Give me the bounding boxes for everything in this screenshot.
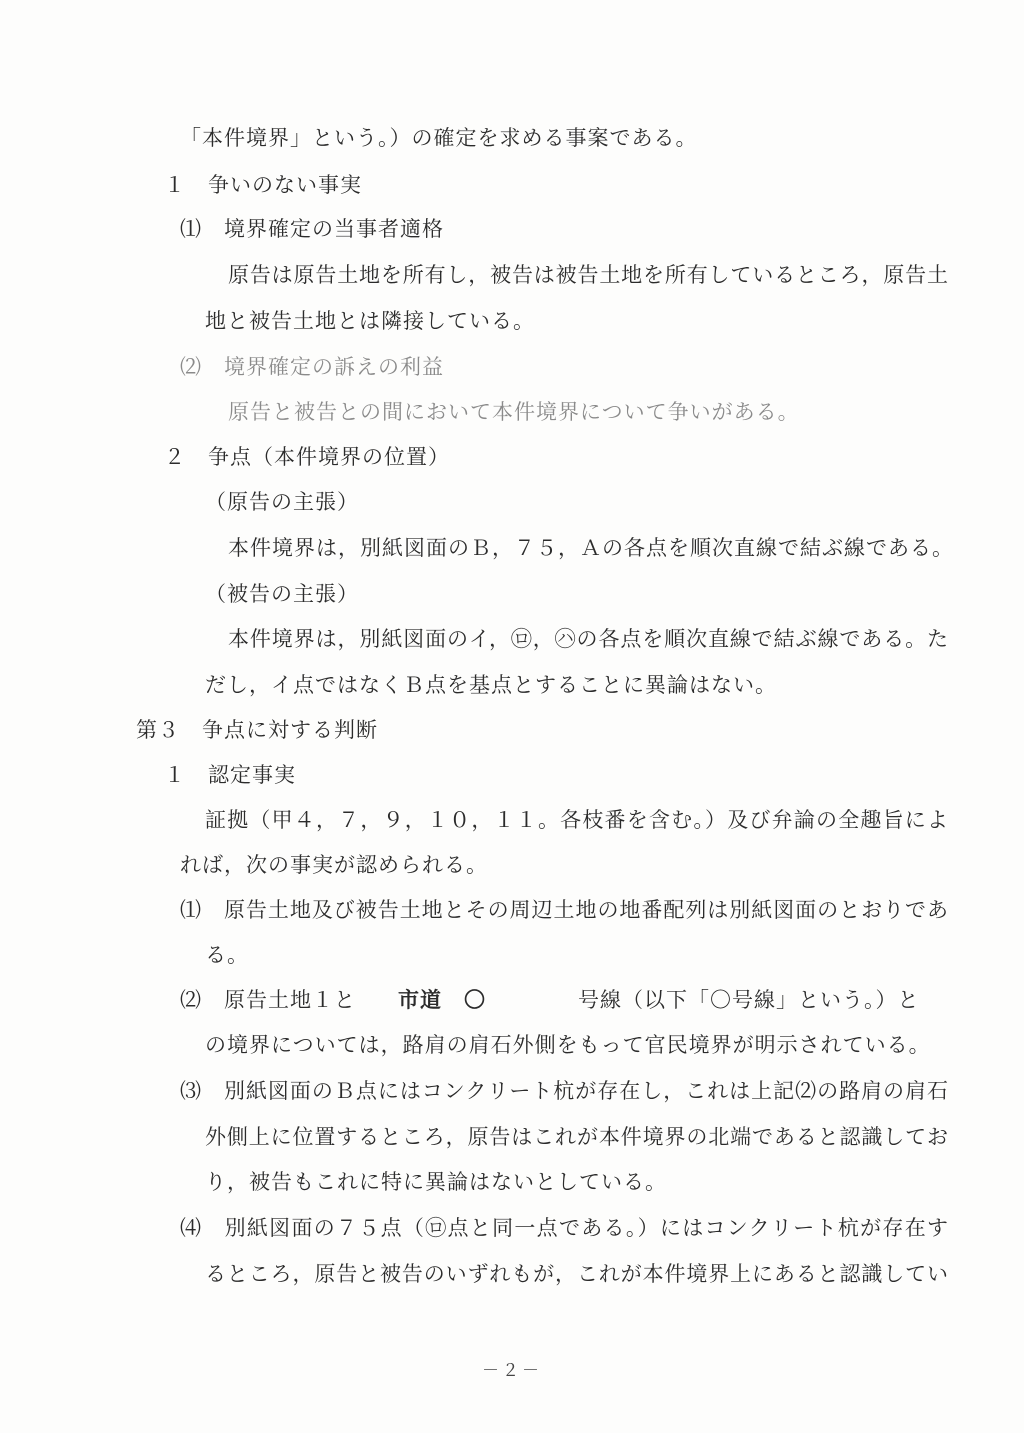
text-line: 地と被告土地とは隣接している。 bbox=[205, 309, 535, 333]
text-line: 原告と被告との間において本件境界について争いがある。 bbox=[228, 400, 800, 424]
text-line: 本件境界は，別紙図面のイ，㋺，㋩の各点を順次直線で結ぶ線である。た bbox=[228, 627, 948, 651]
page-number: －２－ bbox=[482, 1361, 542, 1381]
text-line: 「本件境界」という。）の確定を求める事案である。 bbox=[180, 126, 698, 150]
chapter-heading: 第３ 争点に対する判断 bbox=[136, 718, 378, 742]
text-line: るところ，原告と被告のいずれもが，これが本件境界上にあると認識してい bbox=[205, 1262, 948, 1286]
text-line: だし，イ点ではなくＢ点を基点とすることに異論はない。 bbox=[205, 673, 777, 697]
section-heading: ２ 争点（本件境界の位置） bbox=[164, 445, 450, 469]
claim-heading: （被告の主張） bbox=[205, 582, 359, 606]
text-line: れば，次の事実が認められる。 bbox=[180, 853, 488, 877]
text-line: 本件境界は，別紙図面のＢ，７５，Ａの各点を順次直線で結ぶ線である。 bbox=[228, 536, 954, 560]
text-line: の境界については，路肩の肩石外側をもって官民境界が明示されている。 bbox=[205, 1033, 931, 1057]
claim-heading: （原告の主張） bbox=[205, 490, 359, 514]
text-line: ⑴ 原告土地及び被告土地とその周辺土地の地番配列は別紙図面のとおりであ bbox=[180, 898, 948, 922]
text-line: ⑵ 原告土地１と bbox=[180, 988, 356, 1012]
text-line: り，被告もこれに特に異論はないとしている。 bbox=[205, 1170, 667, 1194]
text-line: 号線（以下「〇号線」という。）と bbox=[578, 988, 920, 1012]
text-line: 原告は原告土地を所有し，被告は被告土地を所有しているところ，原告土 bbox=[228, 263, 948, 287]
subsection-heading: ⑵ 境界確定の訴えの利益 bbox=[180, 355, 444, 379]
text-line: る。 bbox=[205, 943, 249, 967]
section-heading: １ 争いのない事実 bbox=[164, 173, 362, 197]
text-line: ⑶ 別紙図面のＢ点にはコンクリート杭が存在し，これは上記⑵の路肩の肩石 bbox=[180, 1079, 948, 1103]
section-heading: １ 認定事実 bbox=[164, 763, 296, 787]
text-line: 証拠（甲４，７，９，１０，１１。各枝番を含む。）及び弁論の全趣旨によ bbox=[205, 808, 948, 832]
text-line: 外側上に位置するところ，原告はこれが本件境界の北端であると認識してお bbox=[205, 1125, 948, 1149]
text-line: ⑷ 別紙図面の７５点（㋺点と同一点である。）にはコンクリート杭が存在す bbox=[180, 1216, 948, 1240]
subsection-heading: ⑴ 境界確定の当事者適格 bbox=[180, 217, 444, 241]
road-name-overlay: 市道 〇 bbox=[398, 988, 486, 1012]
